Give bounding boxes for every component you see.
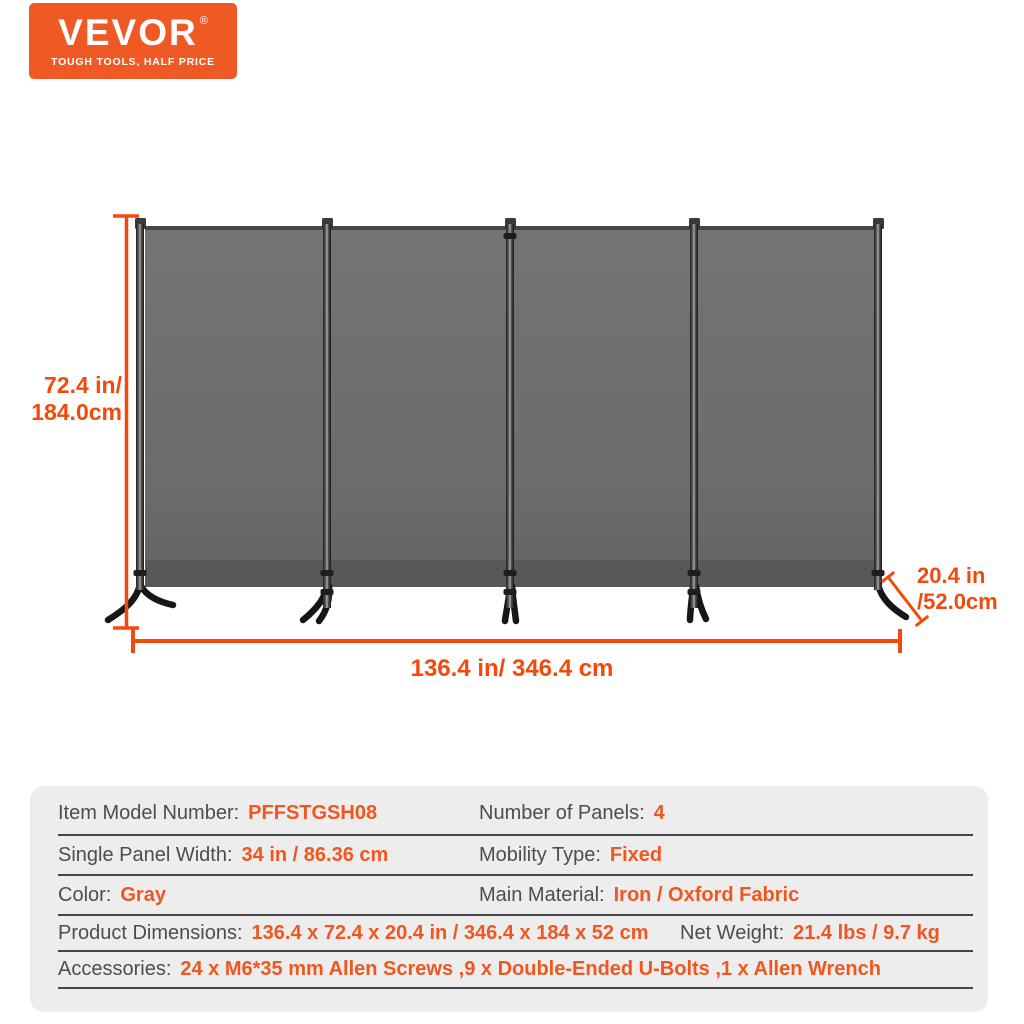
spec-value: 4 (653, 801, 665, 824)
spec-label: Color: (58, 883, 112, 906)
depth-dimension-line2: /52.0cm (917, 589, 998, 614)
spec-cell (479, 884, 973, 907)
spec-table (30, 786, 988, 1012)
height-dimension-label (14, 372, 122, 426)
spec-value: Fixed (609, 843, 663, 866)
spec-cell (58, 884, 479, 907)
spec-row-panel-width (58, 836, 973, 876)
width-dimension-line (133, 629, 900, 653)
spec-row-model (58, 792, 973, 836)
width-dimension-label: 136.4 in/ 346.4 cm (410, 655, 614, 682)
spec-label: Main Material: (479, 883, 605, 906)
foot-right (878, 584, 906, 617)
spec-value: PFFSTGSH08 (248, 801, 378, 824)
spec-value: 34 in / 86.36 cm (241, 843, 389, 866)
foot-left-short (141, 586, 173, 605)
spec-cell (58, 958, 973, 981)
spec-cell (479, 802, 973, 825)
spec-value: Gray (120, 883, 166, 906)
height-dimension-line2: 184.0cm (31, 399, 122, 425)
pole (134, 218, 147, 590)
spec-label: Net Weight: (680, 921, 785, 944)
spec-cell (58, 922, 680, 945)
depth-dimension-line1: 20.4 in (917, 563, 986, 588)
spec-label: Product Dimensions: (58, 921, 243, 944)
spec-label: Single Panel Width: (58, 843, 233, 866)
spec-cell (680, 922, 973, 945)
spec-cell (479, 844, 973, 867)
spec-value: Iron / Oxford Fabric (613, 883, 800, 906)
depth-dimension-label (917, 563, 1024, 615)
spec-label: Item Model Number: (58, 801, 240, 824)
spec-cell (58, 802, 479, 825)
spec-row-dimensions-weight (58, 916, 973, 952)
brand-name: VEVOR (58, 12, 198, 53)
spec-label: Mobility Type: (479, 843, 601, 866)
spec-value: 21.4 lbs / 9.7 kg (793, 921, 940, 944)
spec-value: 136.4 x 72.4 x 20.4 in / 346.4 x 184 x 52 cm (251, 921, 649, 944)
foot-left (108, 584, 140, 620)
registered-trademark-icon: ® (199, 15, 208, 27)
height-dimension-line1: 72.4 in/ (44, 372, 122, 398)
spec-value: 24 x M6*35 mm Allen Screws ,9 x Double-Ended U-Bolts ,1 x Allen Wrench (180, 958, 881, 980)
spec-row-accessories (58, 952, 973, 989)
spec-row-color-material (58, 876, 973, 916)
brand-tagline: TOUGH TOOLS, HALF PRICE (51, 56, 215, 68)
spec-label: Number of Panels: (479, 801, 645, 824)
spec-label: Accessories: (58, 958, 172, 980)
spec-cell (58, 844, 479, 867)
